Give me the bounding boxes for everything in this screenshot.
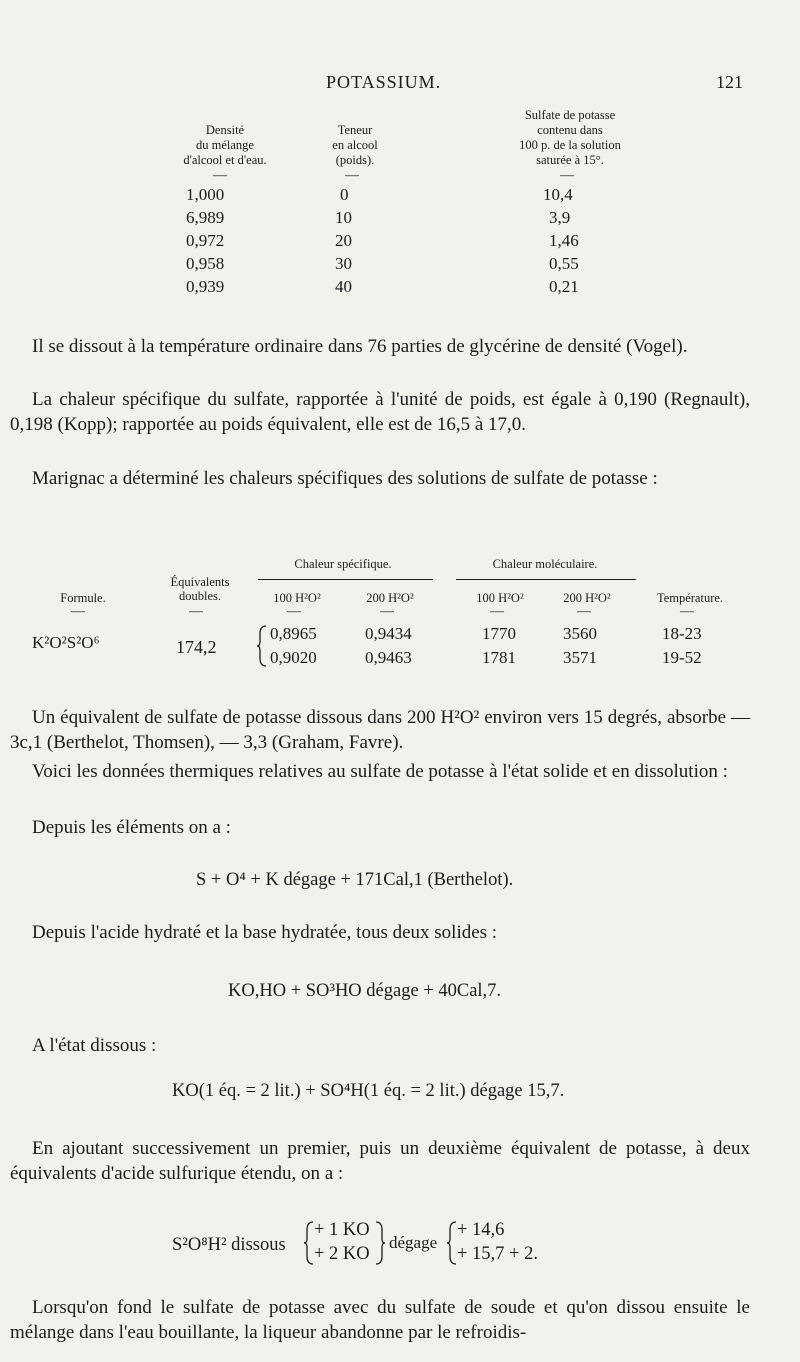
table2-cell: 1770 (482, 624, 516, 643)
paragraph (10, 816, 750, 841)
table2-col-spec200: 200 H²O² (366, 591, 414, 605)
paragraph (10, 921, 750, 946)
paragraph (10, 388, 750, 437)
table1-cell: 6,989 (186, 208, 225, 227)
table2-col-temp: Température. (656, 591, 724, 605)
page-number: 121 (716, 72, 743, 92)
table1-cell: 10,4 (543, 185, 573, 204)
table2-dash: — (680, 604, 694, 619)
group-brace (456, 579, 636, 580)
paragraph (10, 760, 750, 785)
paragraph-text: Un équivalent de sulfate de potasse dissous dans 200 H²O² environ vers 15 degrés, absorbe — 3c,1 (Berthelot, Thomsen), — 3,3 (Graham, Favre). (10, 707, 750, 753)
equation: KO(1 éq. = 2 lit.) + SO⁴H(1 éq. = 2 lit.) dégage 15,7. (172, 1081, 565, 1101)
table2-cell: 3571 (563, 648, 597, 667)
table2-col-mol100: 100 H²O² (476, 591, 524, 605)
equation-term: + 14,6 (457, 1220, 505, 1240)
paragraph-text: Lorsqu'on fond le sulfate de potasse avec du sulfate de soude et qu'on dissou ensuite le mélange dans l'eau bouillante, la liqueur abandonne par le refroidis- (10, 1297, 750, 1343)
equation: KO,HO + SO³HO dégage + 40Cal,7. (228, 981, 502, 1001)
table2-dash: — (380, 604, 394, 619)
table2-dash: — (577, 604, 591, 619)
table2-col-equiv: Équivalents doubles. (170, 575, 230, 603)
table1-cell: 0 (340, 185, 349, 204)
table2-cell: 1781 (482, 648, 516, 667)
paragraph-text: Voici les données thermiques relatives au sulfate de potasse à l'état solide et en dissolution : (32, 761, 728, 782)
table2-dash: — (287, 604, 301, 619)
table1-cell: 30 (335, 254, 352, 273)
paragraph-text: Il se dissout à la température ordinaire dans 76 parties de glycérine de densité (Vogel). (32, 336, 688, 357)
right-brace-icon (374, 1220, 386, 1266)
paragraph (10, 467, 750, 492)
table2-cell: 0,9020 (270, 648, 317, 667)
table2-dash: — (71, 604, 85, 619)
paragraph-text: Depuis les éléments on a : (32, 817, 231, 838)
table1-cell: 0,939 (186, 277, 225, 296)
table2-equiv: 174,2 (176, 637, 217, 657)
paragraph-text: Depuis l'acide hydraté et la base hydratée, tous deux solides : (32, 922, 498, 943)
table1-dash: — (560, 168, 574, 183)
table1-cell: 1,46 (549, 231, 579, 250)
table2-cell: 19-52 (662, 648, 702, 667)
table2-cell: 0,9434 (365, 624, 412, 643)
table2-col-mol200: 200 H²O² (563, 591, 611, 605)
table1-cell: 0,958 (186, 254, 225, 273)
table1-header-alcohol: Teneur en alcool (poids). (332, 123, 378, 167)
table2-formula: K²O²S²O⁶ (32, 633, 100, 652)
paragraph (10, 1296, 750, 1345)
equation-term: + 1 KO (314, 1220, 370, 1240)
table1-cell: 0,21 (549, 277, 579, 296)
equation-term: + 15,7 + 2. (457, 1244, 538, 1264)
paragraph-text: A l'état dissous : (32, 1035, 157, 1056)
table1-header-density: Densité du mélange d'alcool et d'eau. (183, 123, 267, 167)
table1-cell: 20 (335, 231, 352, 250)
paragraph-text: Marignac a déterminé les chaleurs spécifiques des solutions de sulfate de potasse : (32, 468, 658, 489)
table1-cell: 3,9 (549, 208, 571, 227)
equation-term: + 2 KO (314, 1244, 370, 1264)
equation: S + O⁴ + K dégage + 171Cal,1 (Berthelot). (196, 870, 514, 890)
table2-col-spec100: 100 H²O² (273, 591, 321, 605)
paragraph (10, 1137, 750, 1186)
table1-cell: 0,972 (186, 231, 225, 250)
table1-dash: — (213, 168, 227, 183)
paragraph (10, 335, 750, 360)
table1-cell: 10 (335, 208, 352, 227)
table1-cell: 40 (335, 277, 352, 296)
table2-col-formula: Formule. (60, 591, 106, 605)
equation-verb: dégage (389, 1233, 438, 1252)
table1-cell: 1,000 (186, 185, 225, 204)
paragraph (10, 1034, 750, 1059)
paragraph-text: La chaleur spécifique du sulfate, rapportée à l'unité de poids, est égale à 0,190 (Regnault), 0,198 (Kopp); rapportée au poids équivalent, elle est de 16,5 à 17,0. (10, 389, 750, 435)
table2-cell: 3560 (563, 624, 597, 643)
table2-group-molecular: Chaleur moléculaire. (492, 557, 598, 571)
group-brace (258, 579, 433, 580)
equation-lhs: S²O⁸H² dissous (172, 1235, 286, 1255)
table1-header-sulfate: Sulfate de potasse contenu dans 100 p. de la solution saturée à 15°. (519, 108, 621, 167)
table2-group-specific: Chaleur spécifique. (294, 557, 392, 571)
table1-dash: — (345, 168, 359, 183)
left-brace-icon (256, 624, 268, 668)
table1-cell: 0,55 (549, 254, 579, 273)
table2-cell: 18-23 (662, 624, 702, 643)
paragraph-text: En ajoutant successivement un premier, puis un deuxième équivalent de potasse, à deux équivalents d'acide sulfurique étendu, on a : (10, 1138, 750, 1184)
table2-dash: — (189, 604, 203, 619)
table2-cell: 0,9463 (365, 648, 412, 667)
running-header-title: POTASSIUM. (326, 72, 442, 92)
table2-dash: — (490, 604, 504, 619)
table2-cell: 0,8965 (270, 624, 317, 643)
paragraph (10, 706, 750, 755)
